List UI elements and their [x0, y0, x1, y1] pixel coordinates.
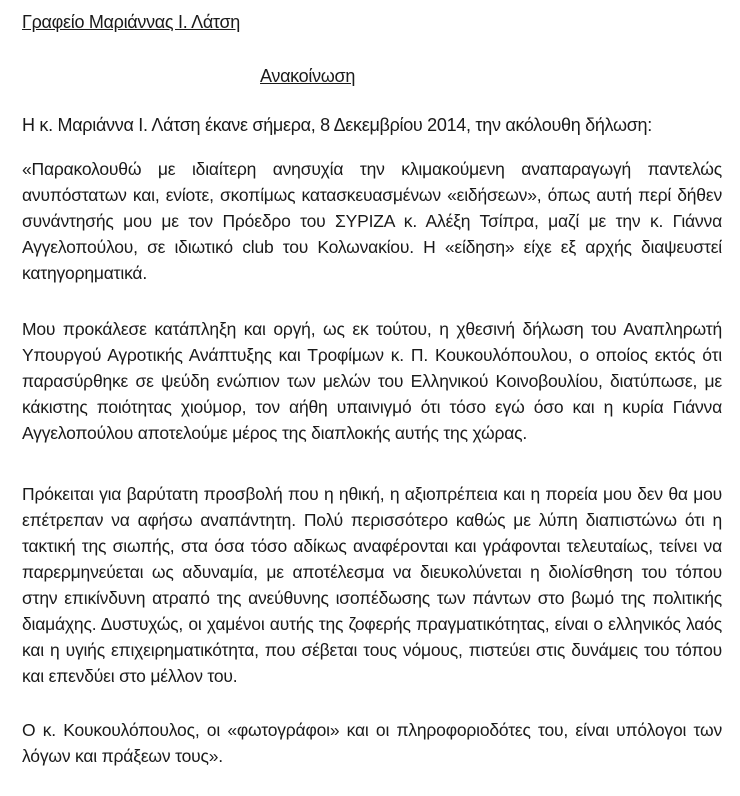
paragraph-2: Μου προκάλεσε κατάπληξη και οργή, ως εκ τούτου, η χθεσινή δήλωση του Αναπληρωτή Υπουργού Αγροτικής Ανάπτυξης και Τροφίμων κ. Π. Κουκουλόπουλου, ο οποίος εκτός ότι παρασύρθηκε σε ψεύδη ενώπιον των μελών του Ελληνικού Κοινοβουλίου, διατύπωσε, με κάκιστης ποιότητας χιούμορ, τον αήθη υπαινιγμό ότι τόσο εγώ όσο και η κυρία Γιάννα Αγγελοπούλου αποτελούμε μέρος της διαπλοκής αυτής της χώρας. [22, 319, 722, 443]
paragraph-1: «Παρακολουθώ με ιδιαίτερη ανησυχία την κλιμακούμενη αναπαραγωγή παντελώς ανυπόστατων και, ενίοτε, σκοπίμως κατασκευασμένων «ειδήσεων», όπως αυτή περί δήθεν συνάντησής μου με τον Πρόεδρο του ΣΥΡΙΖΑ κ. Αλέξη Τσίπρα, μαζί με την κ. Γιάννα Αγγελοπούλου, σε ιδιωτικό club του Κολωνακίου. Η «είδηση» είχε εξ αρχής διαψευστεί κατηγορηματικά. [22, 159, 722, 283]
intro-line: Η κ. Μαριάννα Ι. Λάτση έκανε σήμερα, 8 Δεκεμβρίου 2014, την ακόλουθη δήλωση: [22, 115, 652, 135]
paragraph-3: Πρόκειται για βαρύτατη προσβολή που η ηθική, η αξιοπρέπεια και η πορεία μου δεν θα μου επέτρεπαν να αφήσω αναπάντητη. Πολύ περισσότερο καθώς με λύπη διαπιστώνω ότι η τακτική της σιωπής, στα όσα τόσο αδίκως αναφέρονται και γράφονται τελευταίως, τείνει να παρερμηνεύεται ως αδυναμία, με αποτέλεσμα να διευκολύνεται η διολίσθηση του τόπου στην επικίνδυνη ατραπό της ανεύθυνης ισοπέδωσης των πάντων στο βωμό της πολιτικής διαμάχης. Δυστυχώς, οι χαμένοι αυτής της ζοφερής πραγματικότητας, είναι ο ελληνικός λαός και η υγιής επιχειρηματικότητα, που σέβεται τους νόμους, πιστεύει στις δυνάμεις του τόπου και επενδύει στο μέλλον του. [22, 484, 722, 686]
office-heading: Γραφείο Μαριάννας Ι. Λάτση [22, 12, 241, 32]
paragraph-4: Ο κ. Κουκουλόπουλος, οι «φωτογράφοι» και οι πληροφοριοδότες του, είναι υπόλογοι των λόγων και πράξεων τους». [22, 720, 722, 766]
announcement-title: Ανακοίνωση [260, 66, 356, 86]
